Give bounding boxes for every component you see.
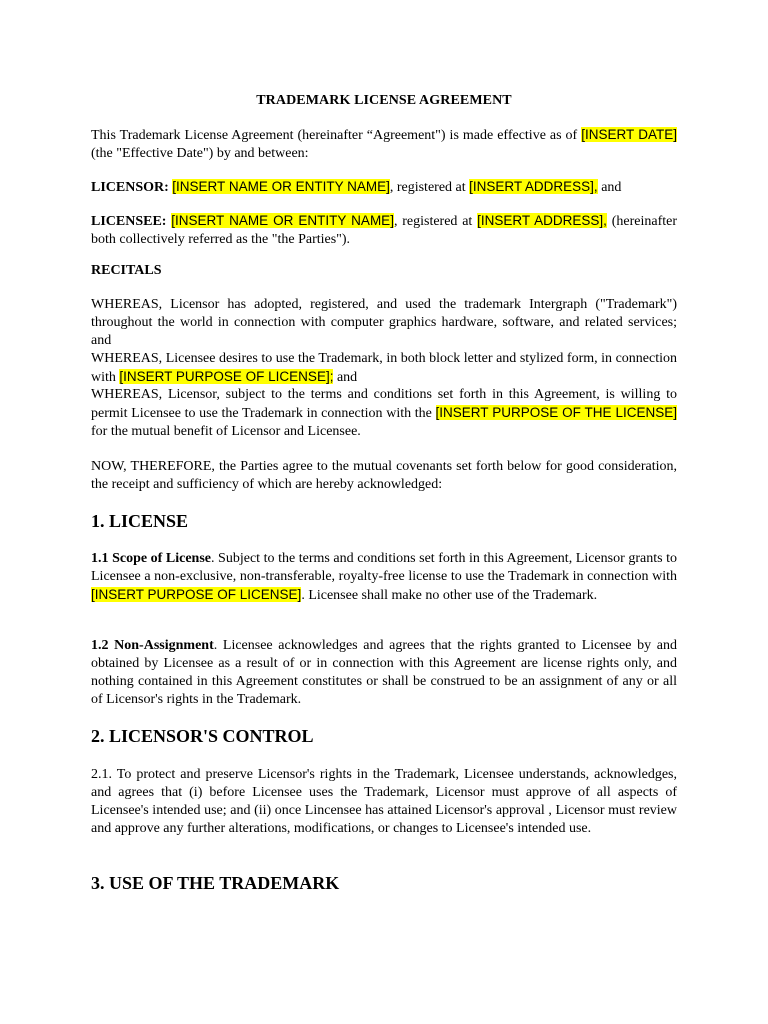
- section-1-2-text: . Licensee acknowledges and agrees that the rights granted to Licensee by and obtained by Licensee as a result of or in connection with this Agreement are license rights only, and nothing contained in this Agreement constitutes or shall be construed to be an assignment of any or all of Licensor's rights in the Trademark.: [91, 638, 677, 707]
- section-1-1-text-end: . Licensee shall make no other use of the Trademark.: [301, 588, 598, 603]
- licensor-paragraph: [91, 178, 677, 197]
- recital-3-text: WHEREAS, Licensor, subject to the terms and conditions set forth in this Agreement, is willing to permit Licensee to use the Trademark in connection with the: [91, 387, 677, 421]
- recital-2: [91, 350, 677, 387]
- recital-3: [91, 386, 677, 441]
- recitals-heading: RECITALS: [91, 263, 162, 278]
- licensee-paragraph: [91, 212, 677, 249]
- intro-text-end: (the "Effective Date") by and between:: [91, 146, 309, 161]
- licensee-label: LICENSEE:: [91, 214, 167, 229]
- placeholder-purpose-of-license: [INSERT PURPOSE OF THE LICENSE]: [435, 405, 677, 420]
- placeholder-scope-purpose: [INSERT PURPOSE OF LICENSE]: [91, 587, 302, 602]
- recital-3-text-end: for the mutual benefit of Licensor and Licensee.: [91, 424, 361, 439]
- licensor-text: , registered at: [389, 180, 470, 195]
- recital-1: WHEREAS, Licensor has adopted, registered, and used the trademark Intergraph ("Trademark") throughout the world in connection with computer graphics hardware, software, and related services; and: [91, 297, 677, 348]
- section-1-1-text: . Subject to the terms and conditions set forth in this Agreement, Licensor grants to Licensee a non-exclusive, non-transferable, royalty-free license to use the Trademark in connection with: [91, 551, 677, 584]
- placeholder-licensee-name: [INSERT NAME OR ENTITY NAME]: [171, 213, 394, 228]
- section-1-1-title: 1.1 Scope of License: [91, 551, 211, 566]
- intro-text: This Trademark License Agreement (hereinafter “Agreement") is made effective as of: [91, 128, 582, 143]
- section-2-1: 2.1. To protect and preserve Licensor's rights in the Trademark, Licensee understands, acknowledges, and agrees that (i) before Licensee uses the Trademark, Licensor must approve of all aspects of Licensee's intended use; and (ii) once Lincensee has attained Licensor's approval , Licensor must review and approve any further alterations, modifications, or changes to Licensee's intended use.: [91, 767, 677, 836]
- licensor-text-end: and: [597, 180, 622, 195]
- recital-2-text-end: and: [333, 370, 358, 385]
- now-therefore-paragraph: NOW, THEREFORE, the Parties agree to the mutual covenants set forth below for good consideration, the receipt and sufficiency of which are hereby acknowledged:: [91, 459, 677, 492]
- licensor-label: LICENSOR:: [91, 180, 169, 195]
- placeholder-purpose: [INSERT PURPOSE OF LICENSE];: [119, 369, 334, 384]
- placeholder-date: [INSERT DATE]: [581, 127, 677, 142]
- placeholder-licensor-address: [INSERT ADDRESS],: [469, 179, 598, 194]
- intro-paragraph: [91, 126, 677, 163]
- document-title: TRADEMARK LICENSE AGREEMENT: [256, 93, 512, 108]
- placeholder-licensor-name: [INSERT NAME OR ENTITY NAME]: [172, 179, 390, 194]
- placeholder-licensee-address: [INSERT ADDRESS],: [477, 213, 607, 228]
- section-1-heading: 1. LICENSE: [91, 511, 189, 531]
- recital-2-text: WHEREAS, Licensee desires to use the Trademark, in both block letter and stylized form, in connection with: [91, 351, 677, 385]
- section-1-1: [91, 550, 677, 605]
- licensee-text: , registered at: [393, 214, 478, 229]
- section-1-2: [91, 637, 677, 709]
- section-1-2-title: 1.2 Non-Assignment: [91, 638, 214, 653]
- section-2-heading: 2. LICENSOR'S CONTROL: [91, 726, 314, 746]
- section-3-heading: 3. USE OF THE TRADEMARK: [91, 873, 340, 893]
- licensee-text-end: (hereinafter both collectively referred as the "the Parties").: [91, 214, 678, 247]
